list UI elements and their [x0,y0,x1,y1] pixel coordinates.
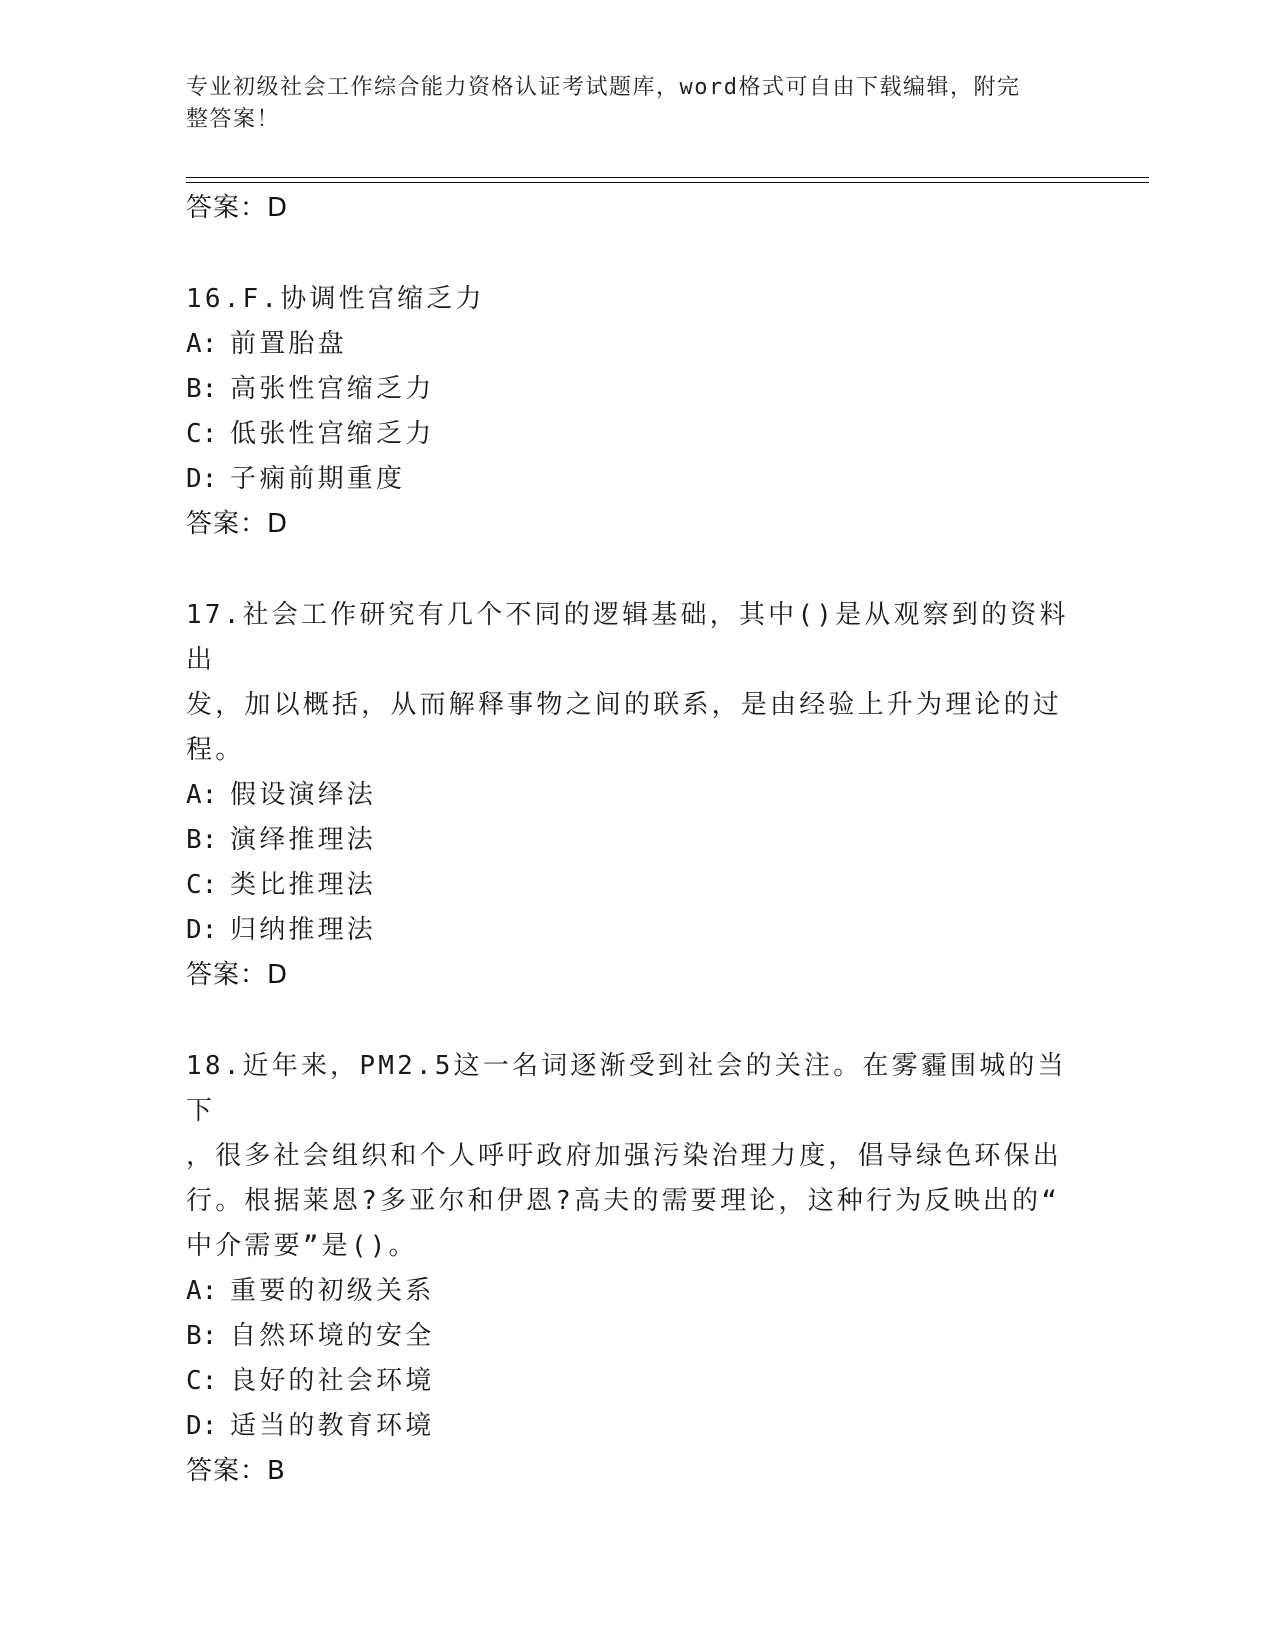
question-16 [186,277,1086,547]
question-18-line-2: ，很多社会组织和个人呼吁政府加强污染治理力度，倡导绿色环保出 [186,1141,1063,1171]
option-letter: A: [186,329,218,359]
question-16-option-a [186,322,1086,367]
question-18-line-1: 18.近年来，PM2.5这一名词逐渐受到社会的关注。在雾霾围城的当下 [186,1051,1067,1126]
question-18-line-3: 行。根据莱恩?多亚尔和伊恩?高夫的需要理论，这种行为反映出的“ [186,1186,1061,1216]
question-16-answer: 答案：D [186,509,289,539]
question-16-option-d [186,457,1086,502]
option-letter: A: [186,1276,218,1306]
question-18 [186,1044,1086,1494]
header-divider-bottom [186,182,1149,183]
option-text: 归纳推理法 [230,915,377,945]
question-18-option-c [186,1359,1086,1404]
spacer [186,998,1086,1044]
option-letter: C: [186,1366,218,1396]
question-16-option-b [186,367,1086,412]
question-16-option-c [186,412,1086,457]
header-divider-top [186,177,1149,178]
document-header [186,72,1086,136]
option-text: 假设演绎法 [230,780,377,810]
header-line-1: 专业初级社会工作综合能力资格认证考试题库，word格式可自由下载编辑，附完 [186,75,1021,100]
option-text: 良好的社会环境 [230,1366,435,1396]
question-17-line-1: 17.社会工作研究有几个不同的逻辑基础，其中()是从观察到的资料出 [186,600,1069,675]
option-text: 自然环境的安全 [230,1321,435,1351]
option-text: 类比推理法 [230,870,377,900]
option-letter: B: [186,374,218,404]
option-text: 高张性宫缩乏力 [230,374,435,404]
option-text: 子痫前期重度 [230,464,406,494]
option-letter: C: [186,870,218,900]
header-line-2: 整答案！ [186,107,281,132]
question-16-text: 16.F.协调性宫缩乏力 [186,284,485,314]
option-letter: A: [186,780,218,810]
option-text: 前置胎盘 [230,329,347,359]
option-letter: B: [186,825,218,855]
question-17 [186,593,1086,998]
option-text: 演绎推理法 [230,825,377,855]
option-text: 适当的教育环境 [230,1411,435,1441]
question-17-option-b [186,818,1086,863]
option-letter: C: [186,419,218,449]
option-text: 重要的初级关系 [230,1276,435,1306]
option-text: 低张性宫缩乏力 [230,419,435,449]
question-18-option-a [186,1269,1086,1314]
spacer [186,547,1086,593]
previous-answer: 答案：D [186,193,289,223]
question-17-line-2: 发，加以概括，从而解释事物之间的联系，是由经验上升为理论的过 [186,690,1063,720]
question-18-answer: 答案：B [186,1456,286,1486]
question-17-line-3: 程。 [186,735,245,765]
option-letter: D: [186,464,218,494]
question-18-line-4: 中介需要”是()。 [186,1231,418,1261]
question-17-option-d [186,908,1086,953]
question-17-option-c [186,863,1086,908]
question-18-option-b [186,1314,1086,1359]
question-17-option-a [186,773,1086,818]
question-17-answer: 答案：D [186,960,289,990]
option-letter: D: [186,915,218,945]
question-18-option-d [186,1404,1086,1449]
question-list [186,186,1086,1494]
option-letter: B: [186,1321,218,1351]
spacer [186,231,1086,277]
option-letter: D: [186,1411,218,1441]
